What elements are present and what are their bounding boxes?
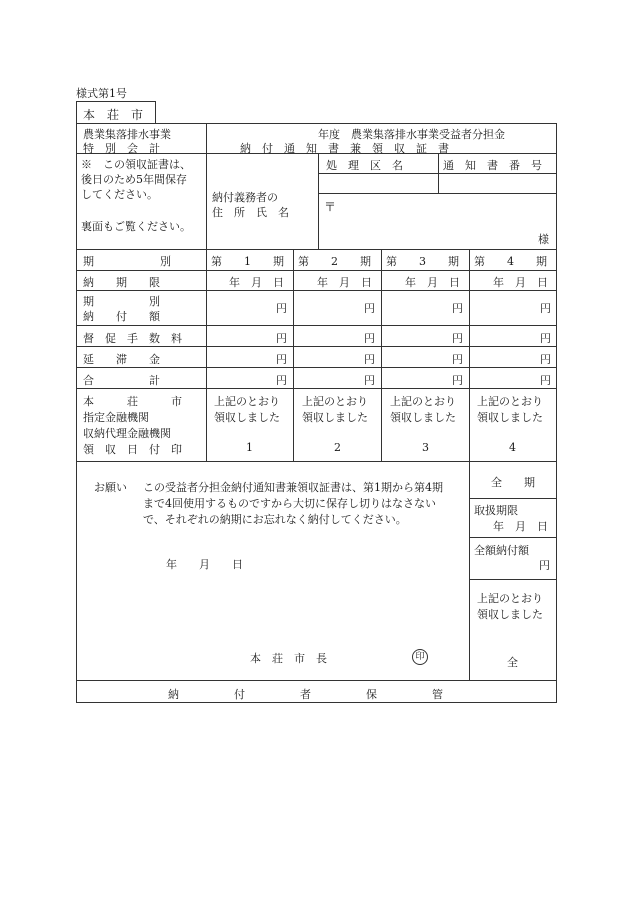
form-title-line-2: 納 付 通 知 書 兼 領 収 証 書: [240, 142, 449, 155]
receipt-4-line-1: 上記のとおり: [477, 395, 543, 408]
request-line-2: まで4回使用するものですから大切に保存し切りはなさない: [143, 497, 436, 510]
full-receipt-line-2: 領収しました: [477, 608, 543, 621]
account-line-1: 農業集落排水事業: [83, 128, 171, 141]
full-term-label: 全 期: [491, 476, 535, 489]
receipt-label-line-4: 領 収 日 付 印: [83, 443, 182, 456]
note-line-3: してください。: [81, 188, 158, 201]
period-4-header: 第 4 期: [474, 255, 547, 268]
amount-row-label-1: 期 別: [83, 295, 160, 308]
amount-yen-1: 円: [276, 302, 287, 315]
due-date-2: 年 月 日: [317, 276, 372, 289]
due-date-3: 年 月 日: [405, 276, 460, 289]
period-3-header: 第 3 期: [386, 255, 459, 268]
late-yen-3: 円: [452, 353, 463, 366]
receipt-1-line-1: 上記のとおり: [214, 395, 280, 408]
total-yen-2: 円: [364, 374, 375, 387]
mayor-title: 本 荘 市 長: [250, 652, 327, 665]
form-title-line-1: 年度 農業集落排水事業受益者分担金: [318, 128, 505, 141]
full-receipt-line-1: 上記のとおり: [477, 592, 543, 605]
obligor-label-line-1: 納付義務者の: [212, 191, 278, 204]
receipt-3-number: 3: [422, 441, 429, 454]
note-line-4: 裏面もご覧ください。: [81, 220, 191, 233]
receipt-1-number: 1: [246, 441, 253, 454]
full-amount-label: 全額納付額: [474, 544, 529, 557]
receipt-label-line-1: 本 荘 市: [83, 395, 182, 408]
receipt-3-line-1: 上記のとおり: [390, 395, 456, 408]
full-mark: 全: [507, 656, 518, 669]
amount-row-label-2: 納 付 額: [83, 310, 160, 323]
due-date-1: 年 月 日: [229, 276, 284, 289]
municipality-name: 本 荘 市: [83, 108, 144, 122]
period-1-header: 第 1 期: [211, 255, 284, 268]
late-row-label: 延 滞 金: [83, 353, 160, 366]
fee-yen-4: 円: [540, 332, 551, 345]
receipt-4-line-2: 領収しました: [477, 411, 543, 424]
fee-yen-2: 円: [364, 332, 375, 345]
honorific-sama: 様: [538, 233, 549, 246]
receipt-label-line-3: 収納代理金融機関: [83, 427, 171, 440]
receipt-1-line-2: 領収しました: [214, 411, 280, 424]
amount-yen-3: 円: [452, 302, 463, 315]
total-yen-3: 円: [452, 374, 463, 387]
receipt-2-line-1: 上記のとおり: [302, 395, 368, 408]
late-yen-1: 円: [276, 353, 287, 366]
district-label: 処 理 区 名: [326, 159, 403, 172]
postal-mark: 〒: [324, 200, 337, 214]
deadline-label: 取扱期限: [474, 504, 518, 517]
footer-payer-copy: 納 付 者 保 管: [168, 688, 443, 701]
late-yen-4: 円: [540, 353, 551, 366]
receipt-label-line-2: 指定金融機関: [83, 411, 149, 424]
obligor-label-line-2: 住 所 氏 名: [212, 206, 289, 219]
total-row-label: 合 計: [83, 374, 160, 387]
receipt-4-number: 4: [509, 441, 516, 454]
total-yen-1: 円: [276, 374, 287, 387]
amount-yen-4: 円: [540, 302, 551, 315]
note-line-1: ※ この領収証書は、: [81, 158, 191, 171]
account-line-2: 特 別 会 計: [83, 142, 160, 155]
request-label: お願い: [94, 481, 127, 494]
due-date-4: 年 月 日: [493, 276, 548, 289]
form-number: 様式第1号: [76, 87, 127, 100]
fee-yen-1: 円: [276, 332, 287, 345]
notice-number-label: 通 知 書 番 号: [443, 159, 542, 172]
fee-row-label: 督 促 手 数 料: [83, 332, 182, 345]
period-row-label: 期 別: [83, 255, 171, 268]
total-yen-4: 円: [540, 374, 551, 387]
issue-date: 年 月 日: [166, 558, 243, 571]
deadline-date: 年 月 日: [493, 520, 548, 533]
request-line-3: で、それぞれの納期にお忘れなく納付してください。: [143, 513, 407, 526]
note-line-2: 後日のため5年間保存: [81, 173, 187, 186]
official-seal-icon: 印: [412, 649, 428, 665]
period-2-header: 第 2 期: [298, 255, 371, 268]
receipt-2-number: 2: [334, 441, 341, 454]
fee-yen-3: 円: [452, 332, 463, 345]
amount-yen-2: 円: [364, 302, 375, 315]
due-row-label: 納 期 限: [83, 276, 160, 289]
full-amount-yen: 円: [539, 559, 550, 572]
late-yen-2: 円: [364, 353, 375, 366]
receipt-3-line-2: 領収しました: [390, 411, 456, 424]
receipt-2-line-2: 領収しました: [302, 411, 368, 424]
request-line-1: この受益者分担金納付通知書兼領収証書は、第1期から第4期: [143, 481, 443, 494]
